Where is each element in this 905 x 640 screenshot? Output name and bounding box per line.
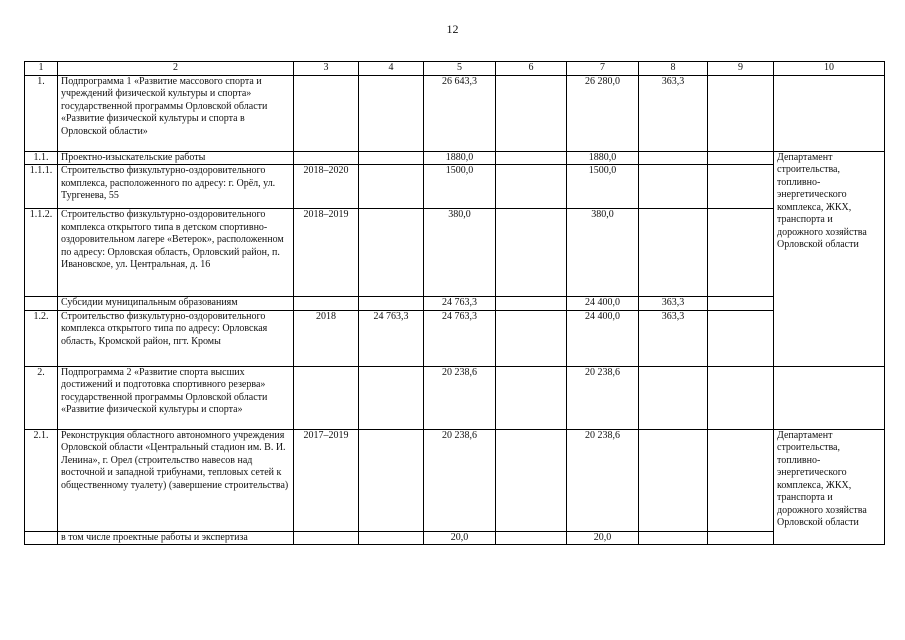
table-row — [25, 165, 885, 209]
header-cell: 4 — [359, 62, 424, 76]
row-name: Строительство физкультурно-оздоровительного комплекса открытого типа по адресу: Орловская область, Кромской район, пгт. Кромы — [58, 310, 294, 366]
table-row — [25, 297, 885, 311]
row-years — [294, 151, 359, 165]
table-row — [25, 151, 885, 165]
row-col7: 1500,0 — [567, 165, 639, 209]
row-number: 1.1. — [25, 151, 58, 165]
row-col5: 20 238,6 — [424, 429, 496, 531]
table-row — [25, 429, 885, 531]
row-col9 — [708, 429, 774, 531]
row-col5: 24 763,3 — [424, 310, 496, 366]
budget-table — [24, 61, 885, 545]
row-number — [25, 531, 58, 545]
row-col7: 20 238,6 — [567, 366, 639, 429]
row-col5: 20,0 — [424, 531, 496, 545]
row-col9 — [708, 209, 774, 297]
table-row — [25, 366, 885, 429]
row-number: 2.1. — [25, 429, 58, 531]
header-cell: 1 — [25, 62, 58, 76]
row-years: 2018–2020 — [294, 165, 359, 209]
row-years: 2018 — [294, 310, 359, 366]
responsible-department: Департамент строительства, топливно-энергетического комплекса, ЖКХ, транспорта и дорожного хозяйства Орловской области — [774, 151, 885, 366]
header-cell: 10 — [774, 62, 885, 76]
row-years — [294, 75, 359, 151]
row-col9 — [708, 310, 774, 366]
row-col8: 363,3 — [639, 297, 708, 311]
row-col5: 26 643,3 — [424, 75, 496, 151]
row-col9 — [708, 151, 774, 165]
row-number: 1. — [25, 75, 58, 151]
row-col7: 24 400,0 — [567, 310, 639, 366]
row-number: 1.1.2. — [25, 209, 58, 297]
row-col9 — [708, 165, 774, 209]
row-col8 — [639, 366, 708, 429]
row-col4 — [359, 366, 424, 429]
row-col7: 20,0 — [567, 531, 639, 545]
row-col5: 20 238,6 — [424, 366, 496, 429]
row-col6 — [496, 429, 567, 531]
table-row — [25, 531, 885, 545]
header-cell: 3 — [294, 62, 359, 76]
row-col10 — [774, 366, 885, 429]
row-col7: 26 280,0 — [567, 75, 639, 151]
row-col6 — [496, 151, 567, 165]
row-col8: 363,3 — [639, 75, 708, 151]
row-col10 — [774, 75, 885, 151]
page-number: 12 — [446, 22, 459, 36]
row-years — [294, 531, 359, 545]
row-col9 — [708, 366, 774, 429]
header-cell: 6 — [496, 62, 567, 76]
row-col8 — [639, 151, 708, 165]
row-name: Проектно-изыскательские работы — [58, 151, 294, 165]
row-number: 1.1.1. — [25, 165, 58, 209]
row-col4 — [359, 165, 424, 209]
row-number: 2. — [25, 366, 58, 429]
row-col7: 380,0 — [567, 209, 639, 297]
table-row — [25, 75, 885, 151]
row-name: Строительство физкультурно-оздоровительного комплекса, расположенного по адресу: г. Орёл, ул. Тургенева, 55 — [58, 165, 294, 209]
row-name: Субсидии муниципальным образованиям — [58, 297, 294, 311]
row-name: Строительство физкультурно-оздоровительного комплекса открытого типа в детском спортивно-оздоровительном лагере «Ветерок», расположенном по адресу: Орловская область, Орловский район, п. Ивановское, ул. Центральная, д. 16 — [58, 209, 294, 297]
header-cell: 8 — [639, 62, 708, 76]
row-col9 — [708, 531, 774, 545]
row-col7: 24 400,0 — [567, 297, 639, 311]
row-col7: 20 238,6 — [567, 429, 639, 531]
row-col8 — [639, 531, 708, 545]
row-col7: 1880,0 — [567, 151, 639, 165]
row-col5: 24 763,3 — [424, 297, 496, 311]
row-col5: 380,0 — [424, 209, 496, 297]
row-col6 — [496, 165, 567, 209]
table-row — [25, 310, 885, 366]
row-col6 — [496, 310, 567, 366]
row-number — [25, 297, 58, 311]
row-col9 — [708, 297, 774, 311]
row-years: 2017–2019 — [294, 429, 359, 531]
row-col8: 363,3 — [639, 310, 708, 366]
row-years — [294, 297, 359, 311]
row-name: Реконструкция областного автономного учреждения Орловской области «Центральный стадион им. В. И. Ленина», г. Орел (строительство навесов над восточной и западной трибунами, тепловых сетей к общественному туалету) (завершение строительства) — [58, 429, 294, 531]
row-col4 — [359, 151, 424, 165]
row-name: Подпрограмма 2 «Развитие спорта высших достижений и подготовка спортивного резерва» государственной программы Орловской области «Развитие физической культуры и спорта» — [58, 366, 294, 429]
row-name: Подпрограмма 1 «Развитие массового спорта и учреждений физической культуры и спорта» государственной программы Орловской области «Развитие физической культуры и спорта в Орловской области» — [58, 75, 294, 151]
row-col8 — [639, 429, 708, 531]
row-col9 — [708, 75, 774, 151]
row-col4 — [359, 75, 424, 151]
row-name: в том числе проектные работы и экспертиза — [58, 531, 294, 545]
row-col5: 1880,0 — [424, 151, 496, 165]
row-col6 — [496, 366, 567, 429]
row-col5: 1500,0 — [424, 165, 496, 209]
row-years: 2018–2019 — [294, 209, 359, 297]
row-col4 — [359, 429, 424, 531]
row-col8 — [639, 165, 708, 209]
row-col4: 24 763,3 — [359, 310, 424, 366]
table-row — [25, 209, 885, 297]
responsible-department: Департамент строительства, топливно-энергетического комплекса, ЖКХ, транспорта и дорожного хозяйства Орловской области — [774, 429, 885, 545]
header-cell: 5 — [424, 62, 496, 76]
header-cell: 9 — [708, 62, 774, 76]
row-number: 1.2. — [25, 310, 58, 366]
row-years — [294, 366, 359, 429]
row-col6 — [496, 75, 567, 151]
row-col4 — [359, 531, 424, 545]
row-col8 — [639, 209, 708, 297]
header-cell: 7 — [567, 62, 639, 76]
row-col4 — [359, 209, 424, 297]
row-col6 — [496, 297, 567, 311]
row-col4 — [359, 297, 424, 311]
header-cell: 2 — [58, 62, 294, 76]
row-col6 — [496, 531, 567, 545]
row-col6 — [496, 209, 567, 297]
header-row — [25, 62, 885, 76]
